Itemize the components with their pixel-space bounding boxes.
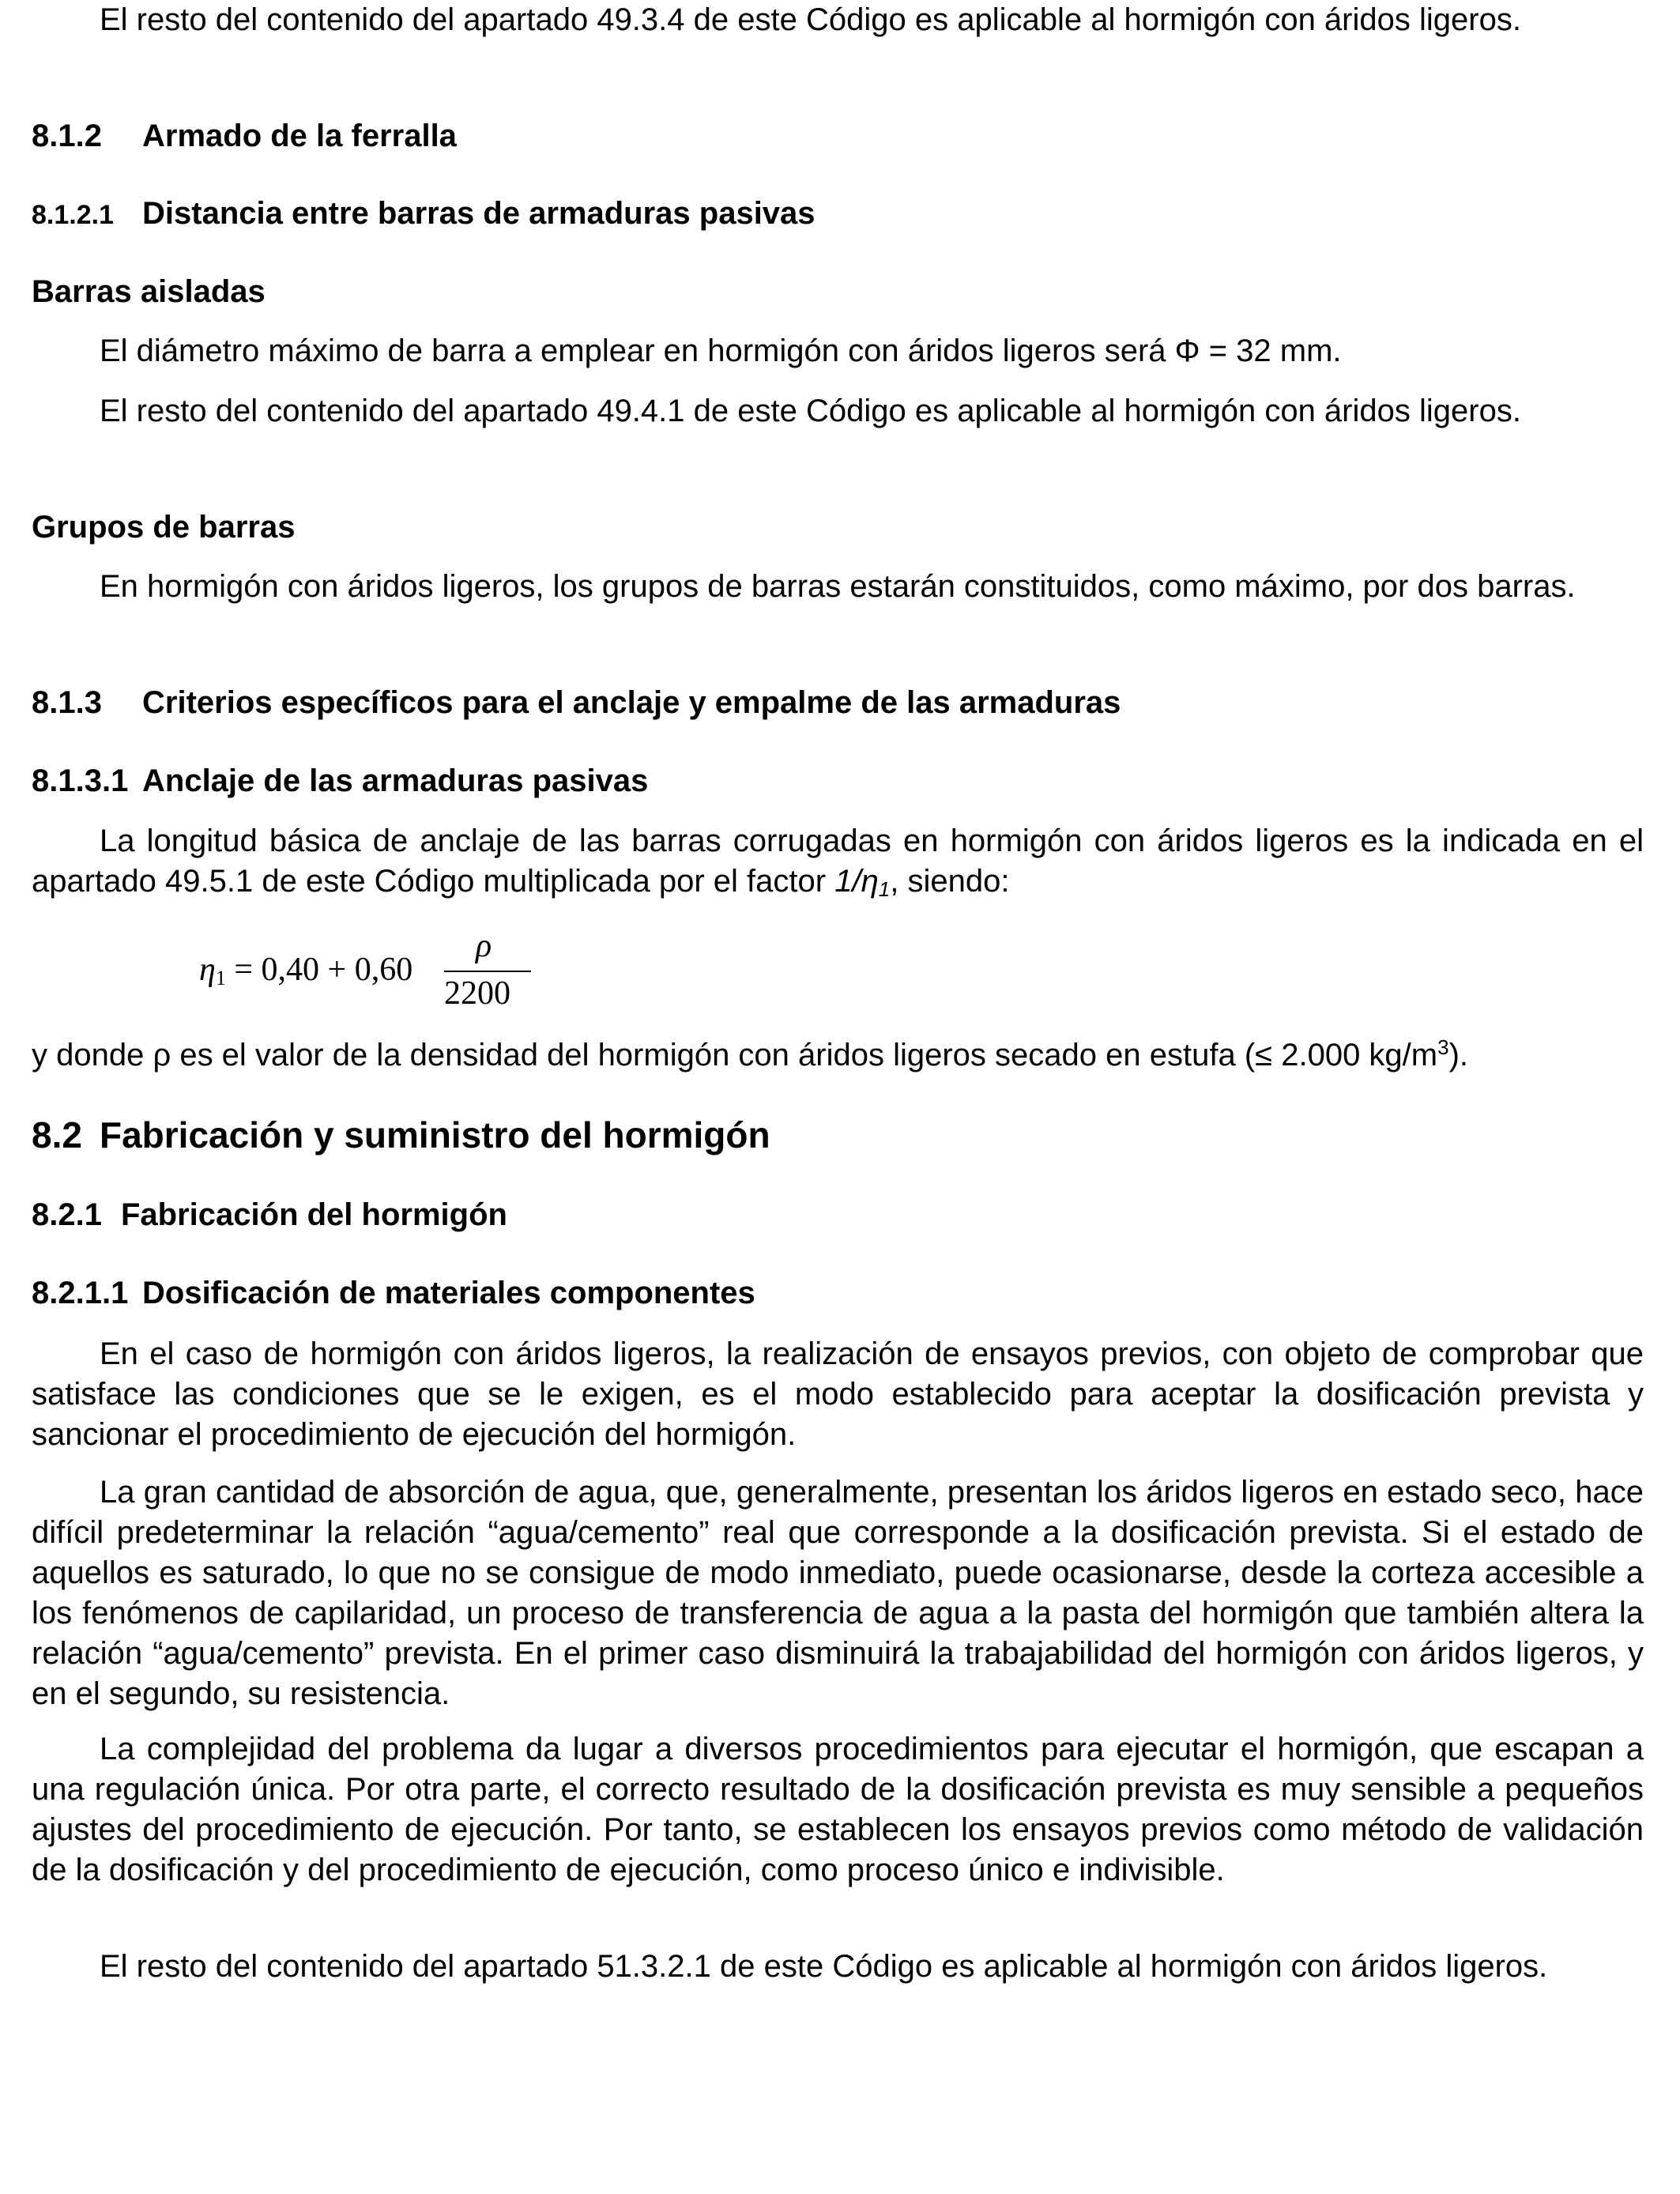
subheading-barras-aisladas: Barras aisladas xyxy=(32,274,266,309)
paragraph-text-end: , siendo: xyxy=(890,864,1010,899)
heading-title: Armado de la ferralla xyxy=(142,119,457,153)
heading-title: Fabricación del hormigón xyxy=(121,1197,507,1232)
paragraph-dosificacion-3: La complejidad del problema da lugar a diversos procedimientos para ejecutar el hormigón, que escapan a una regulación única. Por otra parte, el correcto resultado de la dosificación prevista es muy sensible a pequeños ajustes del procedimiento de ejecución. Por tanto, se establecen los ensayos previos como método de validación de la dosificación y del procedimiento de ejecución, como proceso único e indivisible. xyxy=(32,1732,1644,1887)
heading-number: 8.1.3 xyxy=(32,685,102,720)
heading-8-1-2 xyxy=(32,116,1644,156)
factor-text: 1/η xyxy=(834,864,879,899)
paragraph-text-end: ). xyxy=(1448,1038,1469,1072)
paragraph-anclaje xyxy=(32,821,1644,902)
paragraph-4934-ref: El resto del contenido del apartado 49.3.4 de este Código es aplicable al hormigón con áridos ligeros. xyxy=(100,2,1521,37)
fraction-line xyxy=(444,971,531,972)
heading-title: Criterios específicos para el anclaje y empalme de las armaduras xyxy=(142,685,1121,720)
heading-title: Anclaje de las armaduras pasivas xyxy=(142,763,649,798)
heading-8-1-2-1 xyxy=(32,194,1644,236)
formula-eta: η xyxy=(199,952,216,988)
paragraph-51321-ref: El resto del contenido del apartado 51.3.2.1 de este Código es aplicable al hormigón con áridos ligeros. xyxy=(100,1949,1548,1984)
heading-title: Fabricación y suministro del hormigón xyxy=(100,1114,770,1155)
formula-lhs xyxy=(199,950,412,990)
heading-number: 8.1.3.1 xyxy=(32,763,129,798)
heading-number: 8.1.2.1 xyxy=(32,200,114,230)
formula-numerator: ρ xyxy=(476,928,492,964)
paragraph-text: y donde ρ es el valor de la densidad del hormigón con áridos ligeros secado en estufa (≤ 2.000 kg/m xyxy=(32,1038,1438,1072)
paragraph-dosificacion-1: En el caso de hormigón con áridos ligeros, la realización de ensayos previos, con objeto de comprobar que satisface las condiciones que se le exigen, es el modo establecido para aceptar la dosificación prevista y sancionar el procedimiento de ejecución del hormigón. xyxy=(32,1336,1644,1452)
paragraph-dosificacion-2: La gran cantidad de absorción de agua, que, generalmente, presentan los áridos ligeros en estado seco, hace difícil predeterminar la relación “agua/cemento” real que corresponde a la dosificación prevista. Si el estado de aquellos es saturado, lo que no se consigue de modo inmediato, puede ocasionarse, desde la corteza accesible a los fenómenos de capilaridad, un proceso de transferencia de agua a la pasta del hormigón que también altera la relación “agua/cemento” prevista. En el primer caso disminuirá la trabajabilidad del hormigón con áridos ligeros, y en el segundo, su resistencia. xyxy=(32,1475,1644,1711)
heading-8-1-3 xyxy=(32,683,1644,723)
heading-number: 8.2.1.1 xyxy=(32,1276,129,1310)
paragraph-text: La longitud básica de anclaje de las barras corrugadas en hormigón con áridos ligeros es la indicada en el apartado 49.5.1 de este Código multiplicada por el factor xyxy=(32,824,1644,899)
heading-number: 8.2.1 xyxy=(32,1197,102,1232)
heading-number: 8.1.2 xyxy=(32,119,102,153)
heading-8-2 xyxy=(32,1113,1644,1157)
heading-8-2-1 xyxy=(32,1195,1644,1235)
paragraph-densidad xyxy=(32,1035,1644,1076)
paragraph-grupos: En hormigón con áridos ligeros, los grupos de barras estarán constituidos, como máximo, por dos barras. xyxy=(100,569,1576,604)
paragraph-4941-ref: El resto del contenido del apartado 49.4.1 de este Código es aplicable al hormigón con áridos ligeros. xyxy=(100,394,1521,428)
formula-rhs: = 0,40 + 0,60 xyxy=(225,952,413,988)
heading-8-2-1-1 xyxy=(32,1273,1644,1314)
heading-number: 8.2 xyxy=(32,1114,82,1155)
formula-eta-subscript: 1 xyxy=(215,967,226,990)
heading-8-1-3-1 xyxy=(32,761,1644,801)
subheading-grupos-de-barras: Grupos de barras xyxy=(32,510,296,545)
heading-title: Distancia entre barras de armaduras pasivas xyxy=(142,196,816,231)
heading-title: Dosificación de materiales componentes xyxy=(142,1276,755,1310)
formula-eta1 xyxy=(166,926,561,1021)
formula-denominator: 2200 xyxy=(444,975,510,1012)
superscript: 3 xyxy=(1437,1035,1449,1059)
factor-subscript: 1 xyxy=(878,877,891,901)
paragraph-diametro: El diámetro máximo de barra a emplear en hormigón con áridos ligeros será Φ = 32 mm. xyxy=(100,334,1342,368)
